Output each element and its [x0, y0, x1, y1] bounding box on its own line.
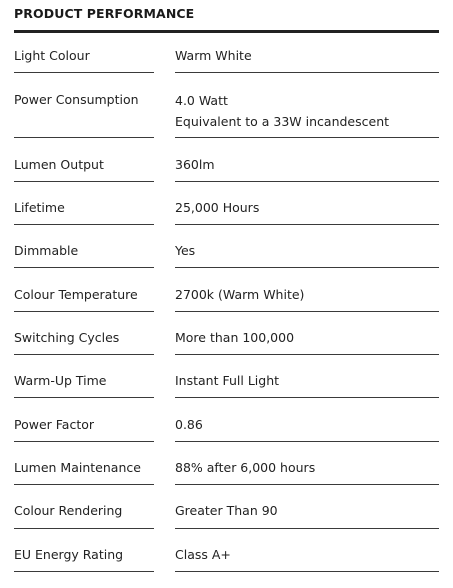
label-divider — [14, 224, 154, 225]
value-divider — [175, 72, 439, 73]
spec-value: 2700k (Warm White) — [175, 287, 305, 302]
spec-value: 25,000 Hours — [175, 200, 260, 215]
spec-value: 0.86 — [175, 417, 203, 432]
spec-value: 88% after 6,000 hours — [175, 460, 316, 475]
label-divider — [14, 72, 154, 73]
value-divider — [175, 311, 439, 312]
label-divider — [14, 441, 154, 442]
value-divider — [175, 224, 439, 225]
spec-value: 4.0 Watt — [175, 93, 228, 108]
value-divider — [175, 571, 439, 572]
label-divider — [14, 267, 154, 268]
value-divider — [175, 181, 439, 182]
spec-label: Lumen Maintenance — [14, 460, 141, 475]
label-divider — [14, 397, 154, 398]
label-divider — [14, 528, 154, 529]
spec-label: Warm-Up Time — [14, 373, 107, 388]
value-divider — [175, 397, 439, 398]
spec-value: Yes — [175, 243, 196, 258]
label-divider — [14, 484, 154, 485]
value-divider — [175, 267, 439, 268]
spec-label: Lumen Output — [14, 157, 104, 172]
spec-label: Dimmable — [14, 243, 79, 258]
spec-label: Power Consumption — [14, 92, 139, 107]
value-divider — [175, 354, 439, 355]
spec-value: Class A+ — [175, 547, 231, 562]
spec-label: Switching Cycles — [14, 330, 120, 345]
spec-label: Colour Temperature — [14, 287, 138, 302]
spec-value: 360lm — [175, 157, 215, 172]
spec-label: Light Colour — [14, 48, 90, 63]
value-divider — [175, 137, 439, 138]
label-divider — [14, 137, 154, 138]
label-divider — [14, 181, 154, 182]
spec-label: EU Energy Rating — [14, 547, 124, 562]
value-divider — [175, 528, 439, 529]
label-divider — [14, 571, 154, 572]
section-title: PRODUCT PERFORMANCE — [14, 6, 195, 21]
spec-label: Colour Rendering — [14, 503, 123, 518]
label-divider — [14, 354, 154, 355]
label-divider — [14, 311, 154, 312]
spec-value-secondary: Equivalent to a 33W incandescent — [175, 114, 390, 129]
spec-label: Lifetime — [14, 200, 65, 215]
spec-value: More than 100,000 — [175, 330, 295, 345]
value-divider — [175, 441, 439, 442]
spec-value: Instant Full Light — [175, 373, 280, 388]
spec-label: Power Factor — [14, 417, 95, 432]
spec-value: Warm White — [175, 48, 252, 63]
spec-value: Greater Than 90 — [175, 503, 278, 518]
value-divider — [175, 484, 439, 485]
title-divider — [14, 30, 439, 33]
